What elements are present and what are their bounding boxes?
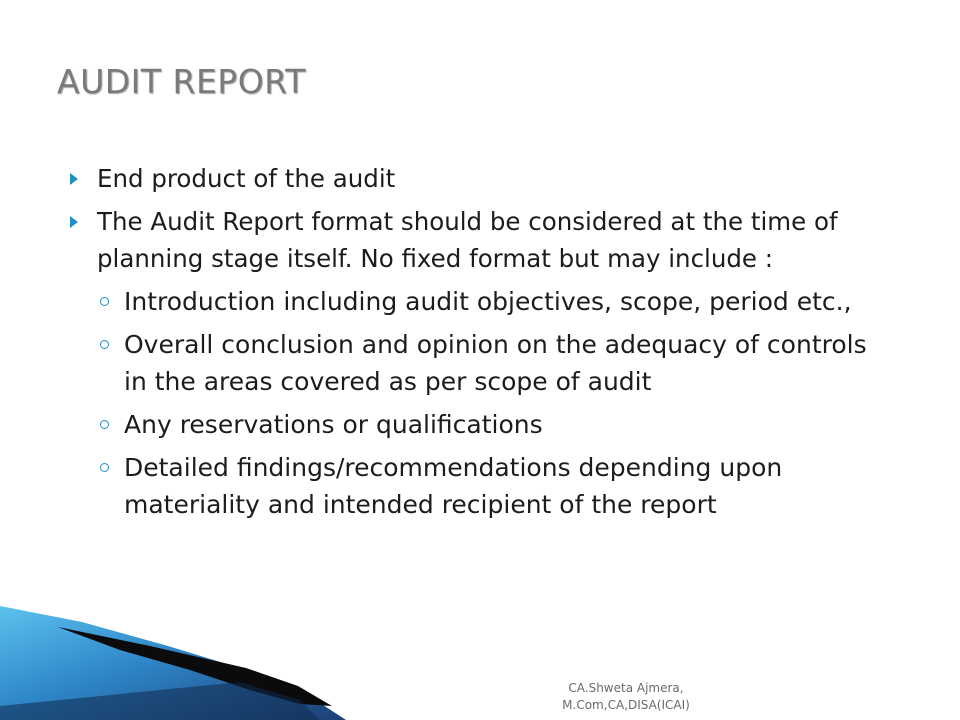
corner-dark-sweep [58,627,332,706]
ring-icon [100,463,109,472]
ring-icon [100,340,109,349]
triangle-right-icon [70,173,78,185]
sub-bullet-text: Any reservations or qualifications [124,410,543,439]
sub-bullet-item [62,326,882,400]
footer-credentials-line: M.Com,CA,DISA(ICAI) [562,698,690,712]
footer-author-line: CA.Shweta Ajmera, [568,681,684,695]
slide-title: AUDIT REPORT [57,62,306,101]
corner-dark-sweep-lower [0,682,320,720]
sub-bullet-item [62,406,882,443]
bullet-text: The Audit Report format should be considered at the time of planning stage itself. No fixed format but may include : [97,207,838,273]
triangle-right-icon [70,216,78,228]
corner-blue-wedge [0,606,346,720]
sub-bullet-text: Detailed findings/recommendations depending upon materiality and intended recipient of the report [124,453,783,519]
bullet-text: End product of the audit [97,164,396,193]
bullet-item [62,160,882,197]
footer [542,680,710,714]
sub-bullet-text: Introduction including audit objectives, scope, period etc., [124,287,852,316]
ring-icon [100,420,109,429]
sub-bullet-item [62,283,882,320]
bullet-list [62,160,882,529]
bullet-item [62,203,882,277]
sub-bullet-text: Overall conclusion and opinion on the adequacy of controls in the areas covered as per scope of audit [124,330,867,396]
ring-icon [100,297,109,306]
sub-bullet-item [62,449,882,523]
